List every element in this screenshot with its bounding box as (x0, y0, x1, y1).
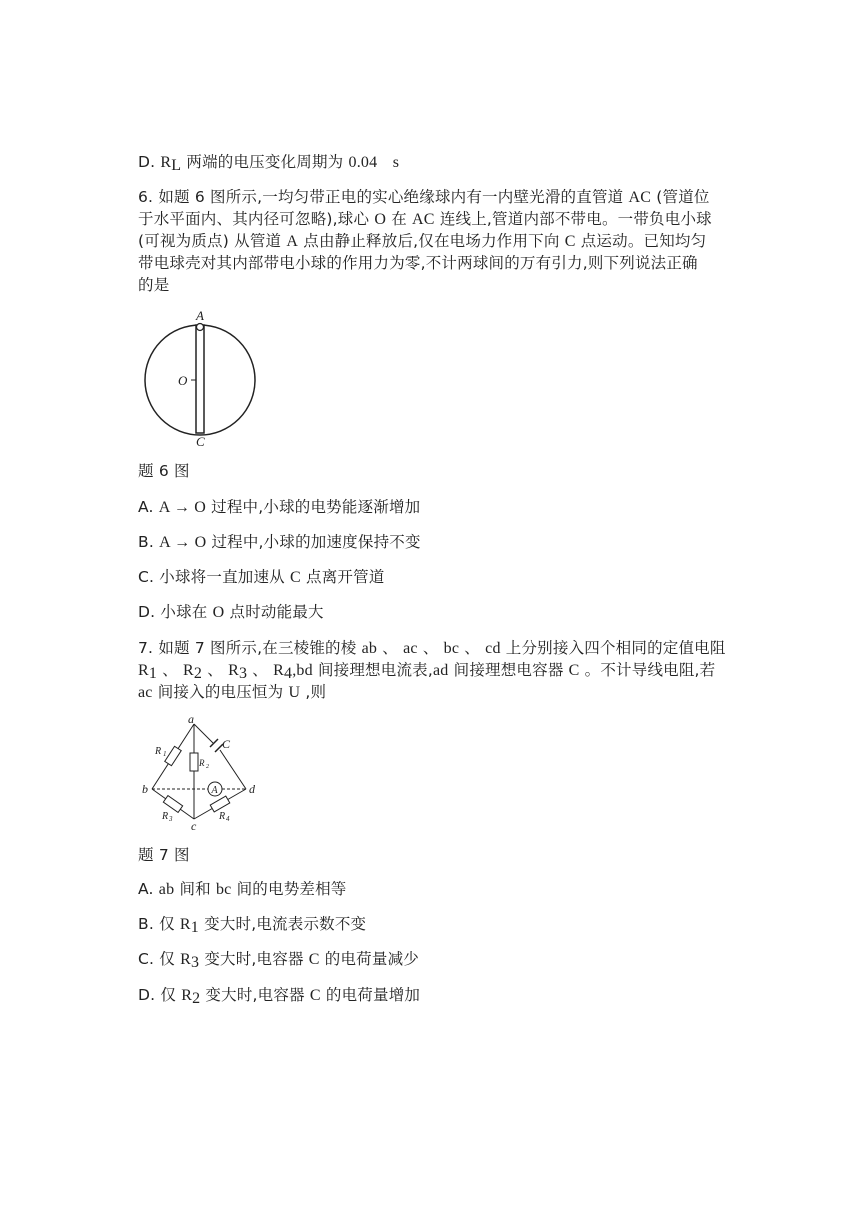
sub: 2 (193, 665, 203, 682)
text: (管道位 (651, 188, 710, 206)
sub: 3 (190, 954, 200, 971)
subscript-L: L (171, 157, 182, 174)
expr: A → O (158, 499, 207, 516)
symbol-AC: AC (628, 189, 652, 206)
label-b: b (142, 782, 148, 796)
label-R1: R (155, 746, 162, 757)
text: 上分别接入四个相同的定值电阻 (500, 639, 726, 657)
symbol-R: R (138, 662, 149, 679)
q7-stem-line-1 (138, 637, 726, 660)
symbol-R: R (273, 662, 285, 679)
expr: A → O (159, 534, 207, 551)
sep: 、 (377, 639, 404, 657)
sub: 1 (190, 919, 199, 936)
q6-stem-line-2 (138, 208, 712, 231)
edge-ad: ad (432, 662, 449, 679)
sub: 3 (238, 665, 248, 682)
text: C. 小球将一直加速从 (138, 568, 291, 586)
q6-figure-sphere (138, 303, 263, 448)
edge-bc: bc (443, 640, 460, 657)
q6-option-b (138, 531, 421, 554)
text: C. 仅 (138, 950, 181, 968)
text: 变大时,电容器 (199, 950, 309, 968)
text: B. (138, 533, 160, 551)
q7-option-c (138, 948, 419, 971)
q6-caption: 题 6 图 (138, 462, 190, 480)
text: 过程中,小球的电势能逐渐增加 (206, 498, 421, 516)
q7-caption: 题 7 图 (138, 846, 190, 864)
sep: 、 (417, 639, 444, 657)
q6-stem-line-3 (138, 230, 706, 253)
q6-option-a (138, 496, 420, 519)
text: 变大时,电容器 (200, 986, 310, 1004)
edge-ad-wire-1 (194, 724, 213, 743)
symbol-U: U (288, 684, 301, 701)
text: 的电荷量增加 (320, 986, 421, 1004)
label-a: a (188, 712, 194, 726)
q6-stem-line-1 (138, 186, 710, 209)
symbol-R: R (180, 951, 191, 968)
symbol-C: C (308, 951, 320, 968)
symbol-O: O (374, 211, 387, 228)
symbol-R: R (183, 662, 194, 679)
text: B. 仅 (138, 915, 180, 933)
sub: 1 (148, 665, 158, 682)
option-prefix: D. (138, 153, 161, 171)
sep: 、 (247, 661, 274, 679)
text: 。不计导线电阻,若 (579, 661, 716, 679)
label-R4: R (219, 811, 226, 822)
symbol-O: O (212, 604, 225, 621)
edge-cd: cd (485, 640, 501, 657)
label-R2-sub: 2 (206, 764, 209, 770)
text: 点离开管道 (300, 568, 385, 586)
label-C: C (196, 434, 205, 448)
option-text: 两端的电压变化周期为 (181, 153, 349, 171)
edge-bc: bc (215, 881, 232, 898)
text: 变大时,电流表示数不变 (199, 915, 367, 933)
edge-ab: ab (158, 881, 175, 898)
q7-option-d (138, 984, 420, 1007)
edge-ac: ac (138, 684, 153, 701)
text: 的电荷量减少 (319, 950, 419, 968)
label-R3: R (162, 811, 169, 822)
sep: 、 (157, 661, 184, 679)
text: D. 仅 (138, 986, 182, 1004)
text: 于水平面内、其内径可忽略),球心 (138, 210, 375, 228)
q7-stem-line-2 (138, 659, 715, 682)
text: 间和 (174, 880, 216, 898)
text: ,则 (300, 683, 327, 701)
q6-stem-line-5: 的是 (138, 276, 170, 294)
symbol-AC: AC (412, 211, 435, 228)
label-A: A (196, 308, 204, 323)
edge-ac: ac (403, 640, 418, 657)
symbol-C: C (564, 233, 576, 250)
symbol-R: R (160, 154, 172, 171)
text: 点运动。已知均匀 (575, 232, 707, 250)
symbol-C: C (290, 569, 301, 586)
text: 点时动能最大 (224, 603, 324, 621)
sub: 2 (192, 990, 201, 1007)
text: 间接入的电压恒为 (152, 683, 289, 701)
text: 间接理想电流表, (312, 661, 433, 679)
q6-option-d (138, 601, 324, 624)
q7-stem-line-3 (138, 681, 326, 704)
text: (可视为质点) 从管道 (138, 232, 287, 250)
label-R1-sub: 1 (163, 750, 167, 758)
text: 间的电势差相等 (231, 880, 347, 898)
q7-option-a (138, 878, 347, 901)
edge-ad-wire-2 (220, 750, 246, 789)
label-c: c (191, 819, 197, 832)
label-R4-sub: 4 (226, 815, 230, 823)
text: A. (138, 498, 159, 516)
resistor-R2 (190, 753, 198, 771)
text: 点由静止释放后,仅在电场力作用下向 (298, 232, 565, 250)
symbol-C: C (568, 662, 580, 679)
symbol-R: R (181, 987, 193, 1004)
text: A. (138, 880, 159, 898)
label-d: d (249, 782, 255, 796)
text: 6. 如题 6 图所示,一均匀带正电的实心绝缘球内有一内壁光滑的直管道 (138, 188, 629, 206)
label-R3-sub: 3 (169, 815, 173, 823)
sub: 4 (284, 665, 293, 682)
label-C: C (222, 737, 231, 751)
sep: 、 (202, 661, 229, 679)
symbol-R: R (228, 662, 239, 679)
capacitor-plate-1 (210, 739, 218, 747)
edge-bd: ,bd (292, 662, 313, 679)
q6-option-c (138, 566, 385, 589)
q6-stem-line-4: 带电球壳对其内部带电小球的作用力为零,不计两球间的万有引力,则下列说法正确 (138, 254, 698, 272)
text: 间接理想电容器 (448, 661, 569, 679)
edge-ab: ab (361, 640, 378, 657)
text: 在 (386, 210, 413, 228)
symbol-A: A (286, 233, 299, 250)
label-O: O (178, 373, 188, 388)
period-value: 0.04 (348, 154, 378, 171)
ammeter-label: A (211, 785, 218, 796)
text: 连线上,管道内部不带电。一带负电小球 (434, 210, 712, 228)
label-R2: R (199, 758, 205, 768)
sep: 、 (459, 639, 486, 657)
period-unit: s (392, 154, 400, 171)
text: 7. 如题 7 图所示,在三棱锥的棱 (138, 639, 362, 657)
q7-option-b (138, 913, 366, 936)
resistor-R4 (210, 796, 230, 812)
resistor-R1 (165, 746, 182, 765)
small-ball (197, 324, 204, 331)
symbol-R: R (179, 916, 191, 933)
text: D. 小球在 (138, 603, 213, 621)
pipe (196, 325, 204, 433)
q5-option-d (138, 151, 399, 174)
text: 过程中,小球的加速度保持不变 (206, 533, 421, 551)
symbol-C: C (309, 987, 321, 1004)
q7-figure-circuit (138, 712, 268, 832)
resistor-R3 (163, 796, 182, 813)
